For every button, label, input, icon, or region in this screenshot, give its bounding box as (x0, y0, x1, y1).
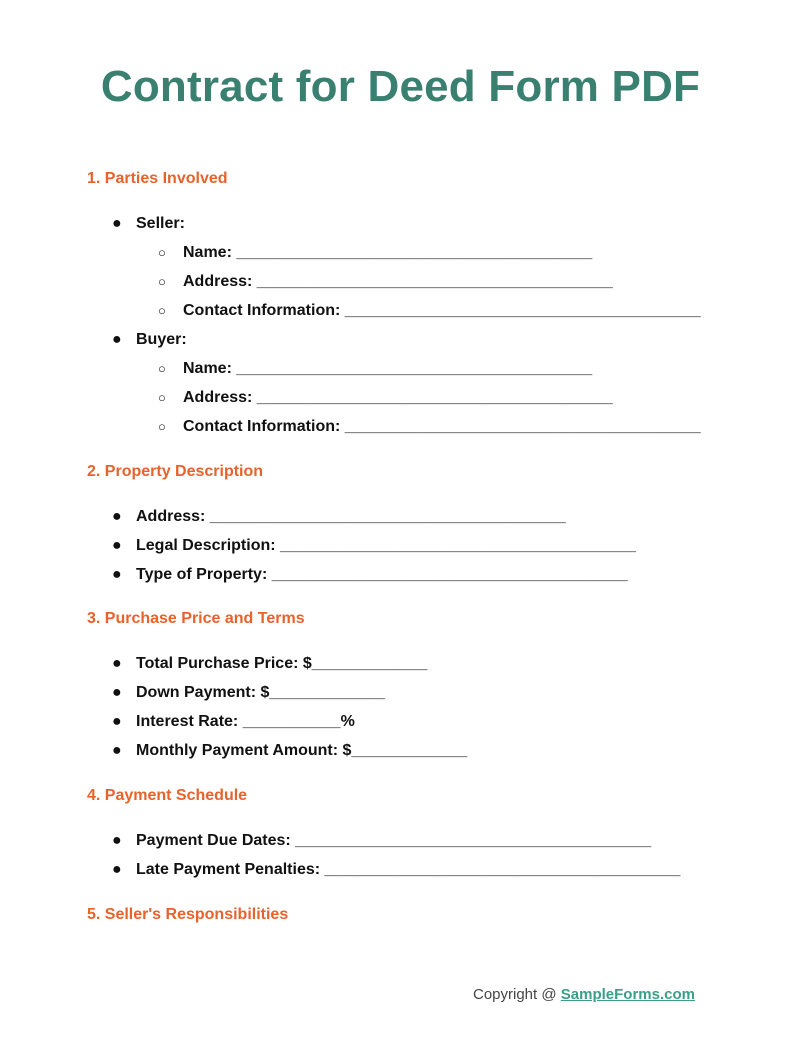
copyright-footer (473, 986, 695, 1003)
list-subitem (158, 302, 701, 320)
late-payment-penalties-field[interactable]: Late Payment Penalties: ________________________________________ (136, 861, 681, 878)
seller-contact-field[interactable]: Contact Information: ________________________________________ (183, 302, 701, 319)
list-subitem (158, 273, 613, 291)
bullet-circle-icon: ○ (158, 274, 166, 289)
monthly-payment-field[interactable]: Monthly Payment Amount: $_____________ (136, 742, 468, 759)
list-item (112, 713, 355, 731)
list-item-label: Buyer: (136, 331, 187, 348)
bullet-disc-icon: ● (112, 566, 122, 583)
bullet-disc-icon: ● (112, 655, 122, 672)
section-heading-seller-responsibilities: 5. Seller's Responsibilities (87, 906, 289, 923)
bullet-circle-icon: ○ (158, 419, 166, 434)
payment-due-dates-field[interactable]: Payment Due Dates: ________________________________________ (136, 832, 652, 849)
bullet-circle-icon: ○ (158, 303, 166, 318)
bullet-disc-icon: ● (112, 713, 122, 730)
section-heading-schedule: 4. Payment Schedule (87, 787, 248, 804)
legal-description-field[interactable]: Legal Description: ________________________________________ (136, 537, 636, 554)
buyer-address-field[interactable]: Address: ________________________________________ (183, 389, 613, 406)
interest-rate-field[interactable]: Interest Rate: ___________% (136, 713, 355, 730)
brand-link[interactable]: SampleForms.com (560, 986, 695, 1003)
bullet-disc-icon: ● (112, 832, 122, 849)
list-item-buyer (112, 331, 187, 349)
bullet-disc-icon: ● (112, 684, 122, 701)
copyright-text: Copyright @ (473, 986, 561, 1003)
total-purchase-price-field[interactable]: Total Purchase Price: $_____________ (136, 655, 428, 672)
list-subitem (158, 418, 701, 436)
list-subitem (158, 244, 592, 262)
bullet-disc-icon: ● (112, 508, 122, 525)
list-item (112, 537, 636, 555)
section-heading-purchase: 3. Purchase Price and Terms (87, 610, 305, 627)
property-type-field[interactable]: Type of Property: ________________________________________ (136, 566, 628, 583)
buyer-name-field[interactable]: Name: ________________________________________ (183, 360, 593, 377)
bullet-disc-icon: ● (112, 215, 122, 232)
buyer-contact-field[interactable]: Contact Information: ________________________________________ (183, 418, 701, 435)
seller-name-field[interactable]: Name: ________________________________________ (183, 244, 593, 261)
list-subitem (158, 389, 613, 407)
list-item (112, 508, 566, 526)
list-item (112, 742, 467, 760)
list-item (112, 655, 427, 673)
section-heading-property: 2. Property Description (87, 463, 264, 480)
bullet-disc-icon: ● (112, 537, 122, 554)
bullet-circle-icon: ○ (158, 390, 166, 405)
list-item (112, 566, 628, 584)
page-title: Contract for Deed Form PDF (100, 62, 701, 111)
bullet-circle-icon: ○ (158, 361, 166, 376)
section-heading-parties: 1. Parties Involved (87, 170, 228, 187)
down-payment-field[interactable]: Down Payment: $_____________ (136, 684, 386, 701)
list-item (112, 684, 385, 702)
bullet-disc-icon: ● (112, 861, 122, 878)
list-subitem (158, 360, 592, 378)
list-item (112, 861, 680, 879)
property-address-field[interactable]: Address: ________________________________________ (136, 508, 566, 525)
list-item-seller (112, 215, 185, 233)
list-item-label: Seller: (136, 215, 185, 232)
bullet-circle-icon: ○ (158, 245, 166, 260)
bullet-disc-icon: ● (112, 742, 122, 759)
bullet-disc-icon: ● (112, 331, 122, 348)
list-item (112, 832, 651, 850)
seller-address-field[interactable]: Address: ________________________________________ (183, 273, 613, 290)
